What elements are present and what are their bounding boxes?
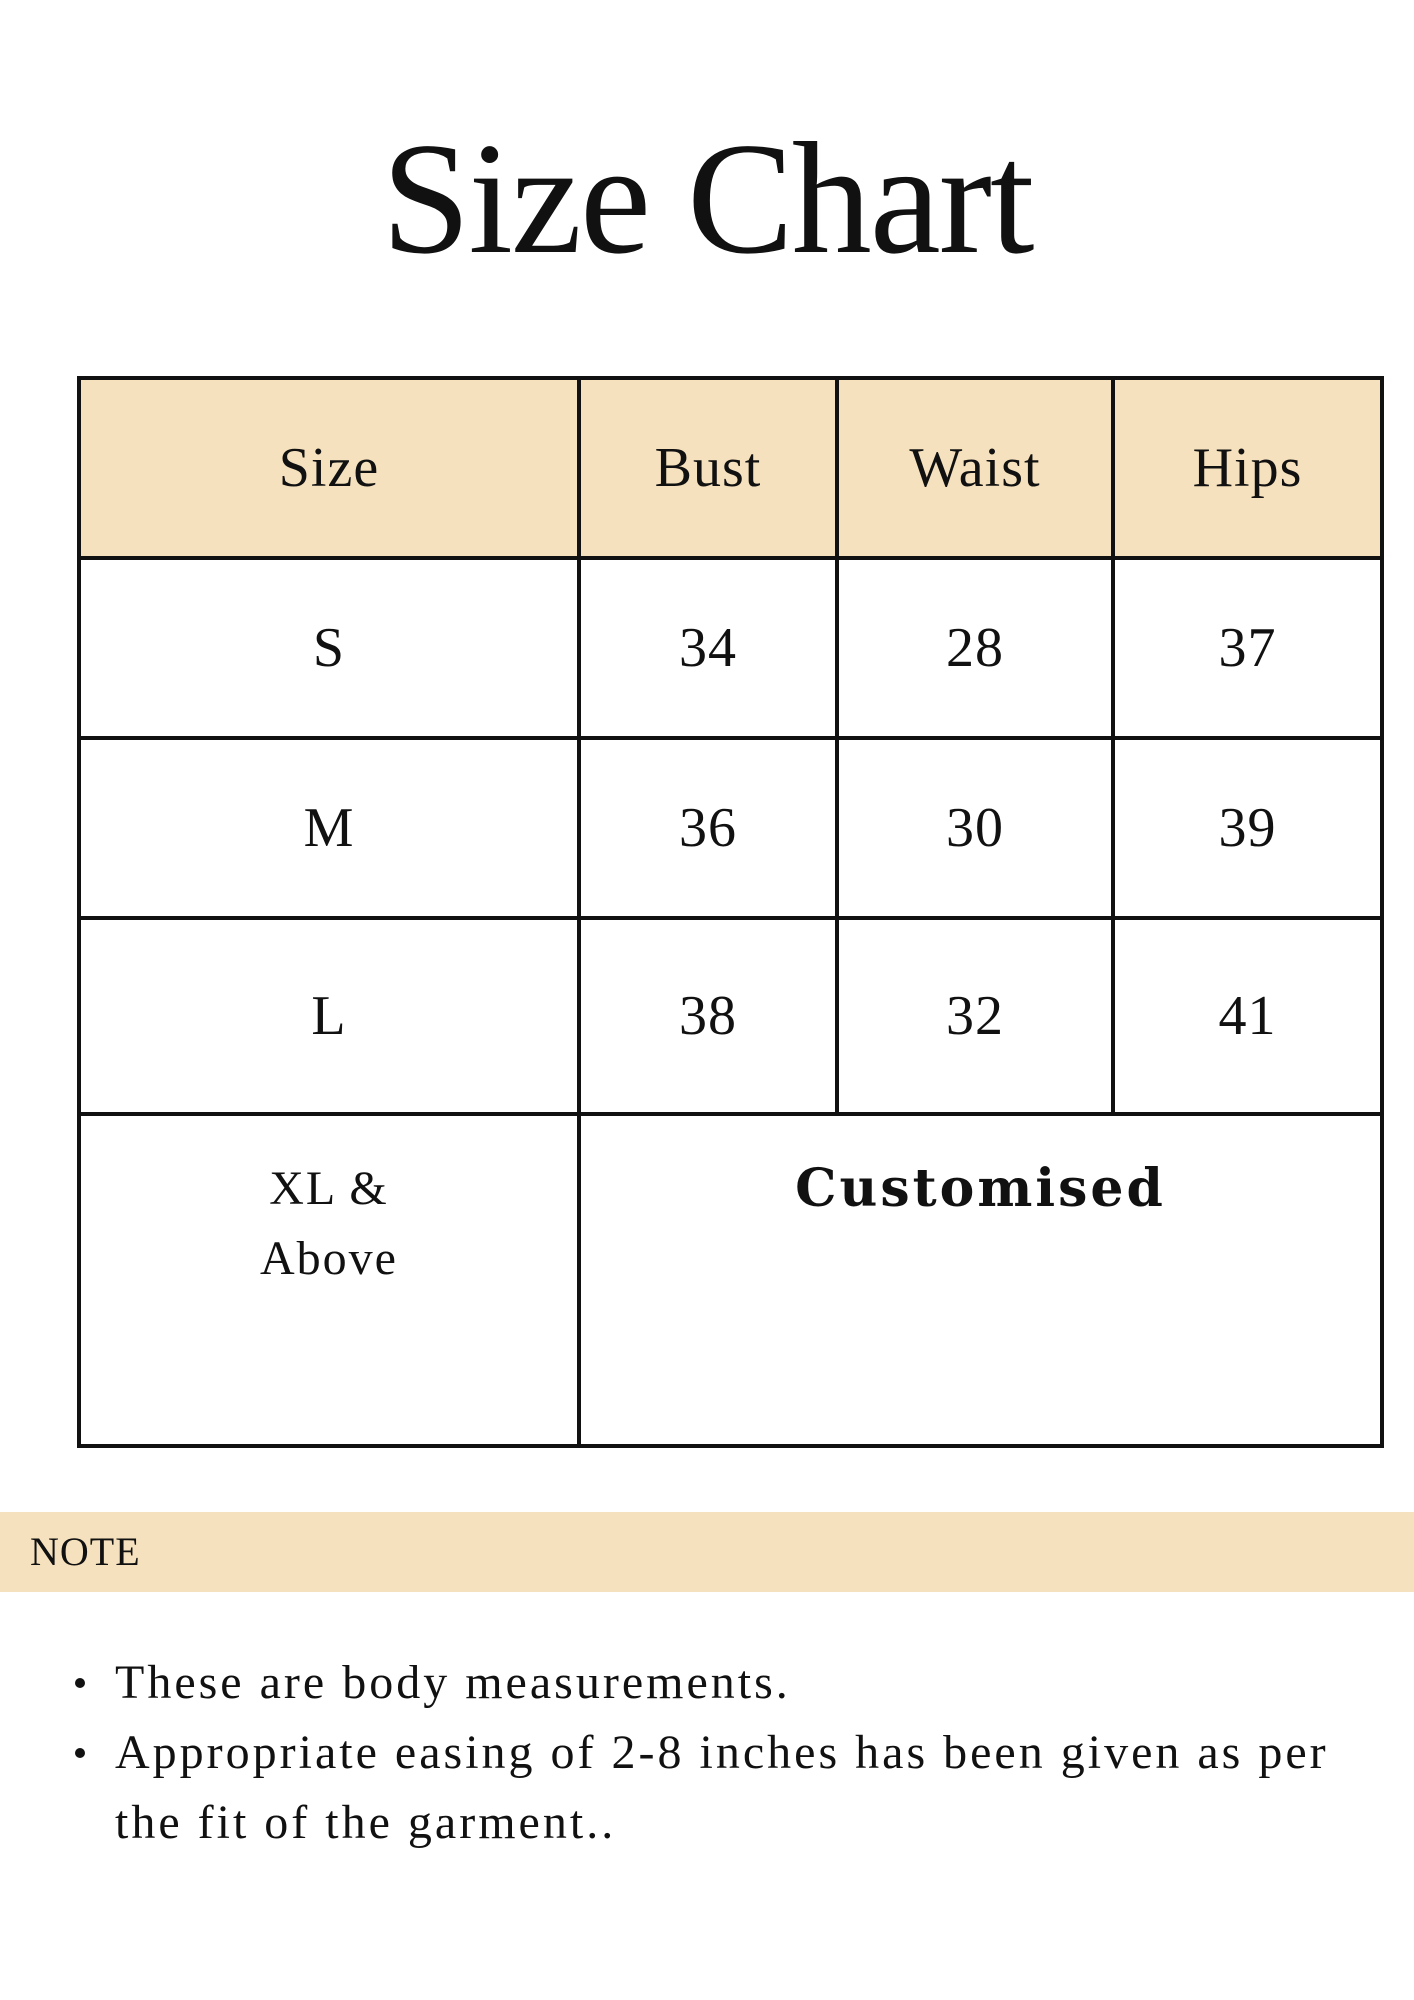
cell-hips: 41 bbox=[1113, 918, 1382, 1114]
cell-waist: 28 bbox=[837, 558, 1113, 738]
table-row-xl bbox=[79, 1114, 1382, 1446]
cell-bust: 38 bbox=[579, 918, 837, 1114]
table-header-row bbox=[79, 378, 1382, 558]
customised-label: Customised bbox=[795, 1158, 1166, 1219]
cell-bust: 34 bbox=[579, 558, 837, 738]
xl-label-line2: Above bbox=[260, 1232, 398, 1285]
list-item bbox=[70, 1648, 1370, 1718]
header-size: Size bbox=[79, 378, 579, 558]
xl-label-line1: XL & bbox=[269, 1162, 389, 1215]
cell-size: L bbox=[79, 918, 579, 1114]
header-hips: Hips bbox=[1113, 378, 1382, 558]
note-label: NOTE bbox=[30, 1529, 141, 1574]
cell-size: M bbox=[79, 738, 579, 918]
cell-waist: 30 bbox=[837, 738, 1113, 918]
note-item-text: These are body measurements. bbox=[115, 1656, 791, 1709]
cell-bust: 36 bbox=[579, 738, 837, 918]
cell-hips: 37 bbox=[1113, 558, 1382, 738]
size-chart-table bbox=[77, 376, 1384, 1448]
table-row bbox=[79, 558, 1382, 738]
bullet-icon bbox=[75, 1748, 85, 1758]
notes-list bbox=[70, 1648, 1370, 1858]
note-item-text: Appropriate easing of 2-8 inches has been given as per the fit of the garment.. bbox=[115, 1726, 1329, 1849]
cell-hips: 39 bbox=[1113, 738, 1382, 918]
table-row bbox=[79, 738, 1382, 918]
cell-waist: 32 bbox=[837, 918, 1113, 1114]
cell-customised bbox=[579, 1114, 1382, 1446]
cell-size: S bbox=[79, 558, 579, 738]
cell-size-xl bbox=[79, 1114, 579, 1446]
page-title: Size Chart bbox=[381, 109, 1033, 287]
note-band bbox=[0, 1512, 1414, 1592]
header-bust: Bust bbox=[579, 378, 837, 558]
list-item bbox=[70, 1718, 1370, 1858]
bullet-icon bbox=[75, 1678, 85, 1688]
table-row bbox=[79, 918, 1382, 1114]
header-waist: Waist bbox=[837, 378, 1113, 558]
